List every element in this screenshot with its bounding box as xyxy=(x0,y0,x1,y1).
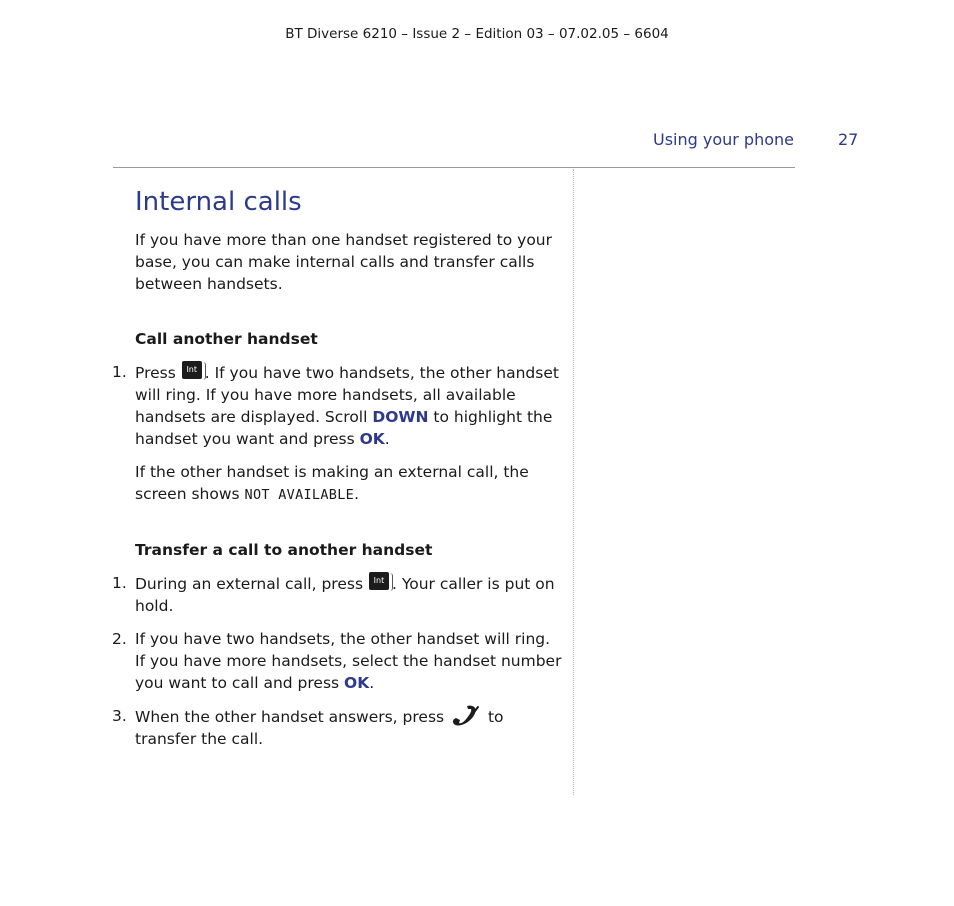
call-note: If the other handset is making an external call, the screen shows NOT AVAILABLE. xyxy=(135,463,529,503)
step-number: 3. xyxy=(112,707,127,725)
transfer-step-3: 3. When the other handset answers, press to transfer the call. xyxy=(112,707,504,748)
header-rule xyxy=(113,167,795,168)
heading-transfer-call: Transfer a call to another handset xyxy=(135,541,433,559)
document-id: BT Diverse 6210 – Issue 2 – Edition 03 – 07.02.05 – 6604 xyxy=(285,26,669,42)
column-divider xyxy=(573,169,574,795)
keyword-ok: OK xyxy=(344,674,370,692)
step-number: 1. xyxy=(112,363,127,381)
main-content xyxy=(112,185,565,750)
int-button-icon: Int xyxy=(369,572,391,592)
transfer-step-2: 2. If you have two handsets, the other handset will ring. If you have more handsets, select the handset number you want to call and press OK. xyxy=(112,630,562,692)
intro-paragraph: If you have more than one handset registered to your base, you can make internal calls and transfer calls between handsets. xyxy=(135,231,552,293)
end-call-handset-icon xyxy=(451,705,481,727)
int-button-icon: Int xyxy=(182,361,204,381)
page-number: 27 xyxy=(838,130,859,149)
transfer-step-1: 1. During an external call, press Int . Your caller is put on hold. xyxy=(112,574,555,615)
page-title: Internal calls xyxy=(135,187,302,217)
step-number: 1. xyxy=(112,574,127,592)
call-step-1: 1. Press Int . If you have two handsets, the other handset will ring. If you have more handsets, all available handsets are displayed. Scroll DOWN to highlight the handset you want and press OK. xyxy=(112,363,559,448)
section-name: Using your phone xyxy=(652,130,794,149)
keyword-down: DOWN xyxy=(372,408,429,426)
step-number: 2. xyxy=(112,630,127,648)
keyword-ok: OK xyxy=(359,430,385,448)
lcd-text-not-available: NOT AVAILABLE xyxy=(244,487,355,503)
heading-call-another-handset: Call another handset xyxy=(135,330,318,348)
